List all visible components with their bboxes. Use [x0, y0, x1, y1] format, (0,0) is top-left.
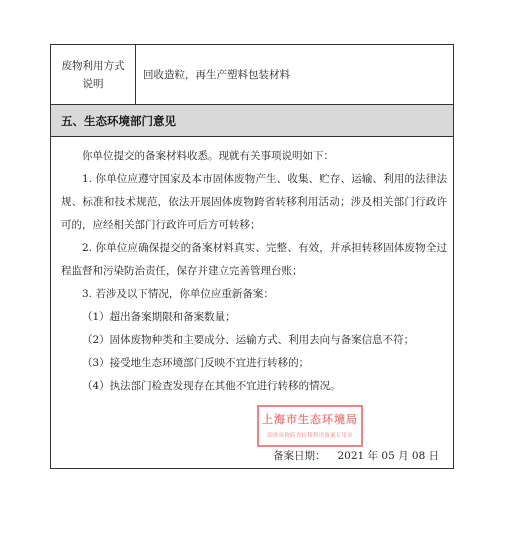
seal-authority-name: 上海市生态环境局 [262, 413, 358, 426]
utilization-method-row [51, 45, 453, 105]
refiling-condition-2: （2）固体废物种类和主要成分、运输方式、利用去向与备案信息不符； [82, 334, 415, 346]
seal-purpose-text: 固体废物跨省转移利用备案专用章 [267, 433, 353, 439]
opinion-point-1: 1. 你单位应遵守国家及本市固体废物产生、收集、贮存、运输、利用的法律法规、标准和技术规范，依法开展固体废物跨省转移利用活动；涉及相关部门行政许可的，应经相关部门行政许可后方可转移； [61, 173, 447, 231]
official-seal [257, 405, 363, 447]
opinion-body [61, 145, 447, 398]
filing-form-table [50, 44, 454, 469]
opinion-point-3: 3. 若涉及以下情况，你单位应重新备案： [82, 288, 274, 300]
opinion-intro: 你单位提交的备案材料收悉。现就有关事项说明如下： [82, 150, 334, 162]
section-title: 五、生态环境部门意见 [51, 105, 453, 137]
filing-date-value: 2021 年 05 月 08 日 [337, 450, 440, 462]
utilization-method-value: 回收造粒，再生产塑料包装材料 [143, 69, 290, 81]
refiling-condition-1: （1）超出备案期限和备案数量； [82, 311, 236, 323]
filing-date-label: 备案日期： [273, 450, 326, 462]
filing-date-line [273, 448, 439, 463]
utilization-method-label: 废物利用方式说明 [51, 45, 136, 104]
refiling-condition-4: （4）执法部门检查发现存在其他不宜进行转移的情况。 [82, 380, 341, 392]
opinion-point-2: 2. 你单位应确保提交的备案材料真实、完整、有效，并承担转移固体废物全过程监督和污染防治责任，保存并建立完善管理台账； [61, 242, 447, 277]
refiling-condition-3: （3）接受地生态环境部门反映不宜进行转移的； [82, 357, 310, 369]
